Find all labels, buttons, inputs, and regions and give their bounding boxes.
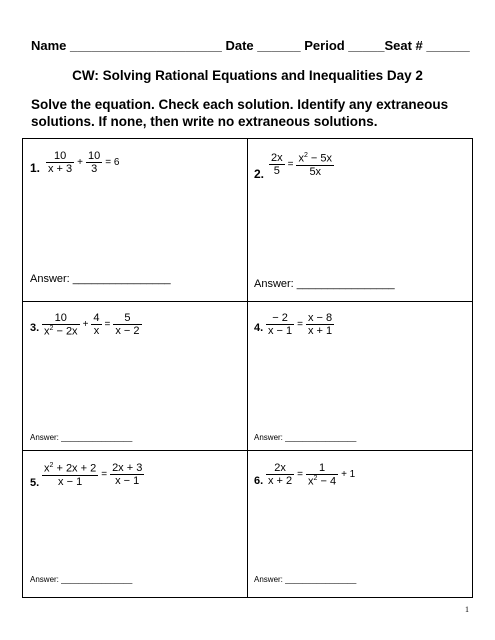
grid-divider-row-2	[23, 450, 472, 451]
worksheet-title: CW: Solving Rational Equations and Inequalities Day 2	[72, 68, 423, 83]
eq3-numerator-3: 5	[124, 312, 131, 325]
problem-number-4: 4.	[254, 322, 264, 334]
eq3-operator-2: =	[104, 319, 111, 331]
eq6-exponent: 2	[313, 475, 318, 482]
eq1-numerator-2: 10	[88, 150, 101, 162]
eq5-numerator-1-base: x	[44, 462, 50, 475]
eq5-numerator-2: 2x + 3	[112, 462, 143, 475]
student-info-line: Name _____________________ Date ______ Period _____Seat # ______	[31, 38, 470, 53]
eq5-denominator-2: x − 1	[110, 474, 144, 487]
eq3-numerator-1: 10	[54, 312, 67, 324]
eq6-constant-term: + 1	[341, 469, 356, 481]
eq1-denominator-2: 3	[86, 162, 102, 175]
problem-grid	[22, 138, 473, 598]
eq6-operator: =	[297, 469, 303, 481]
eq6-numerator-1: 2x	[274, 462, 286, 475]
eq5-exponent: 2	[49, 462, 54, 469]
eq2-numerator-2-base: x	[298, 152, 304, 165]
eq4-denominator-1: x − 1	[268, 325, 293, 337]
eq4-operator: =	[297, 319, 303, 330]
eq2-numerator-1: 2x	[271, 152, 283, 165]
eq1-numerator-1: 10	[53, 150, 67, 162]
equation-1	[45, 150, 121, 175]
answer-line-1[interactable]: Answer: ________________	[30, 273, 171, 285]
problem-number-5: 5.	[30, 477, 40, 489]
eq6-numerator-2: 1	[318, 462, 326, 474]
equation-2	[268, 152, 335, 178]
eq3-denominator-1-base: x	[44, 325, 50, 338]
problem-number-3: 3.	[30, 322, 40, 334]
equation-5	[41, 462, 145, 488]
answer-line-3[interactable]: Answer: ________________	[30, 433, 133, 442]
eq2-exponent: 2	[303, 152, 308, 159]
equation-4	[265, 312, 335, 337]
eq2-numerator-2-rest: − 5x	[307, 152, 333, 165]
equation-6	[265, 462, 357, 488]
eq3-denominator-2: x	[91, 324, 101, 337]
eq2-denominator-2: 5x	[296, 165, 334, 178]
eq2-operator: =	[287, 159, 294, 171]
problem-number-2: 2.	[254, 167, 265, 181]
answer-line-6[interactable]: Answer: ________________	[254, 575, 357, 584]
eq3-denominator-3: x − 2	[115, 325, 140, 338]
eq5-numerator-1-rest: + 2x + 2	[53, 462, 97, 475]
page-number: 1	[465, 605, 469, 614]
instructions: Solve the equation. Check each solution. Identify any extraneous solutions. If none, then write no extraneous solutions.	[31, 97, 449, 129]
eq6-denominator-1: x + 2	[268, 475, 293, 488]
answer-line-5[interactable]: Answer: ________________	[30, 575, 133, 584]
eq4-numerator-2: x − 8	[308, 312, 333, 324]
eq4-numerator-1: − 2	[272, 312, 288, 324]
answer-line-4[interactable]: Answer: ________________	[254, 433, 357, 442]
eq3-operator-1: +	[82, 319, 89, 331]
eq4-denominator-2: x + 1	[308, 325, 333, 337]
problem-number-6: 6.	[254, 475, 264, 487]
eq1-operator: +	[77, 157, 83, 168]
problem-number-1: 1.	[30, 161, 41, 175]
grid-divider-vertical	[247, 139, 248, 597]
eq5-denominator-1: x − 1	[42, 475, 98, 488]
eq3-denominator-1-rest: − 2x	[53, 325, 78, 338]
eq1-denominator-1: x + 3	[48, 163, 73, 175]
eq3-numerator-2: 4	[93, 312, 100, 325]
equation-3	[41, 312, 143, 338]
eq1-rhs: = 6	[105, 157, 120, 168]
eq5-operator: =	[101, 469, 108, 481]
eq6-denominator-2-base: x	[308, 475, 314, 488]
answer-line-2[interactable]: Answer: ________________	[254, 278, 395, 290]
eq6-denominator-2-rest: − 4	[317, 475, 337, 488]
eq3-exponent: 2	[49, 325, 54, 332]
grid-divider-row-1	[23, 301, 472, 302]
eq2-denominator-1: 5	[269, 164, 285, 177]
